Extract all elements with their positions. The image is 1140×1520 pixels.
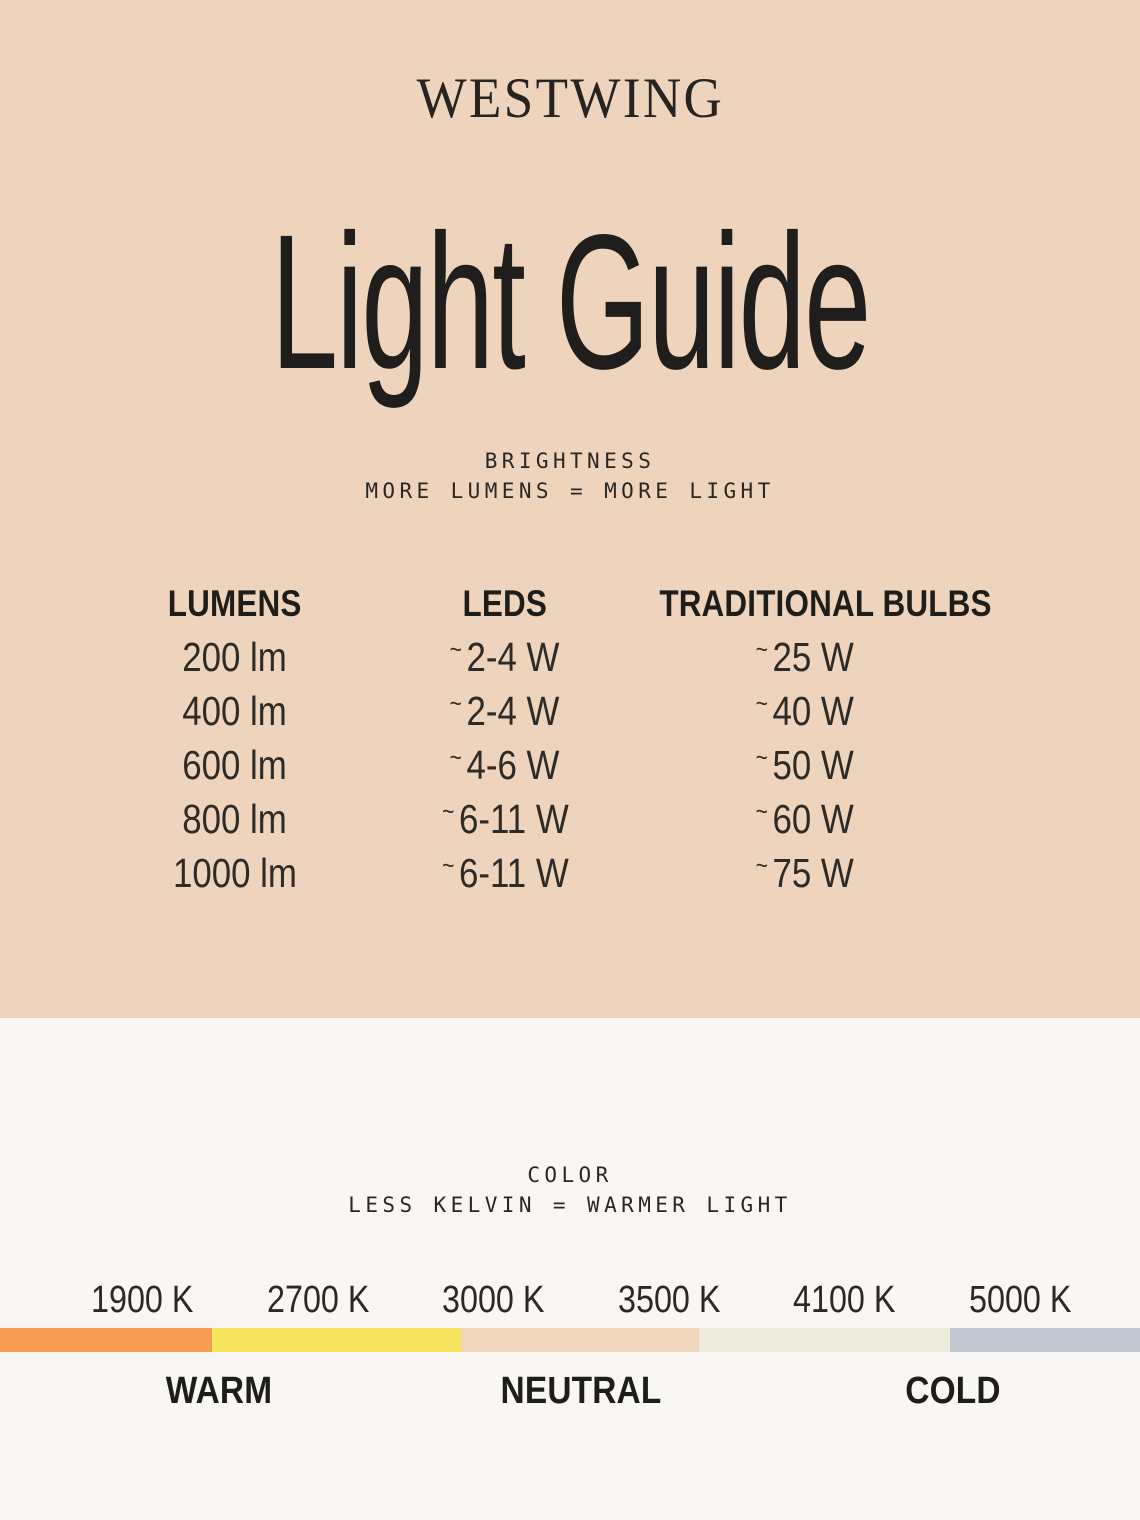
leds-value: ~ 6-11 W [441,795,569,842]
scale-segment-cold-blue [950,1328,1140,1352]
approx-symbol: ~ [755,691,769,719]
table-header-row [90,578,1140,630]
approx-symbol: ~ [441,853,454,881]
lumens-value: 600 lm [182,741,288,788]
scale-segment-warm-yellow [212,1328,461,1352]
leds-value: ~ 2-4 W [450,633,560,680]
approx-symbol: ~ [450,745,463,773]
column-header-lumens: LUMENS [168,583,302,624]
approx-symbol: ~ [755,799,769,827]
table-row [90,630,1140,684]
table-row [90,792,1140,846]
column-header-traditional-bulbs: TRADITIONAL BULBS [659,583,992,624]
color-intro [0,1160,1140,1220]
approx-symbol: ~ [755,745,769,773]
leds-value: ~ 6-11 W [441,849,569,896]
temperature-label-warm: WARM [165,1370,273,1412]
brightness-intro [0,446,1140,506]
lumen-comparison-table [0,578,1140,900]
temperature-labels [0,1370,1140,1410]
kelvin-label: 1900 K [91,1278,194,1321]
lumens-value: 800 lm [182,795,288,842]
approx-symbol: ~ [755,853,769,881]
leds-value: ~ 4-6 W [450,741,560,788]
kelvin-scale-labels [82,1278,1080,1321]
scale-segment-neutral-cream [699,1328,950,1352]
bulbs-value: ~ 50 W [755,741,855,788]
brightness-heading: BRIGHTNESS [484,449,656,473]
approx-symbol: ~ [441,799,454,827]
lumens-value: 200 lm [182,633,288,680]
westwing-logo-text: WESTWING [416,67,724,130]
page-title: Light Guide [270,194,870,409]
table-row [90,738,1140,792]
color-temperature-section [0,1018,1140,1520]
approx-symbol: ~ [755,637,769,665]
table-row [90,846,1140,900]
approx-symbol: ~ [450,691,463,719]
bulbs-value: ~ 75 W [755,849,855,896]
brightness-subheading: MORE LUMENS = MORE LIGHT [365,479,775,503]
kelvin-label: 2700 K [266,1278,369,1321]
bulbs-value: ~ 25 W [755,633,855,680]
bulbs-value: ~ 40 W [755,687,855,734]
table-row [90,684,1140,738]
color-heading: COLOR [527,1163,613,1187]
kelvin-label: 3500 K [617,1278,720,1321]
kelvin-label: 5000 K [968,1278,1071,1321]
leds-value: ~ 2-4 W [450,687,560,734]
color-subheading: LESS KELVIN = WARMER LIGHT [348,1193,792,1217]
lumens-value: 1000 lm [173,849,297,896]
color-temperature-bar [0,1328,1140,1352]
westwing-logo [0,66,1140,131]
scale-segment-warm-orange [0,1328,212,1352]
approx-symbol: ~ [450,637,463,665]
bulbs-value: ~ 60 W [755,795,855,842]
temperature-label-cold: COLD [905,1370,1001,1412]
kelvin-label: 3000 K [442,1278,545,1321]
scale-segment-neutral-peach [461,1328,699,1352]
column-header-leds: LEDS [462,583,548,624]
temperature-label-neutral: NEUTRAL [500,1370,662,1412]
kelvin-label: 4100 K [793,1278,896,1321]
lumens-value: 400 lm [182,687,288,734]
